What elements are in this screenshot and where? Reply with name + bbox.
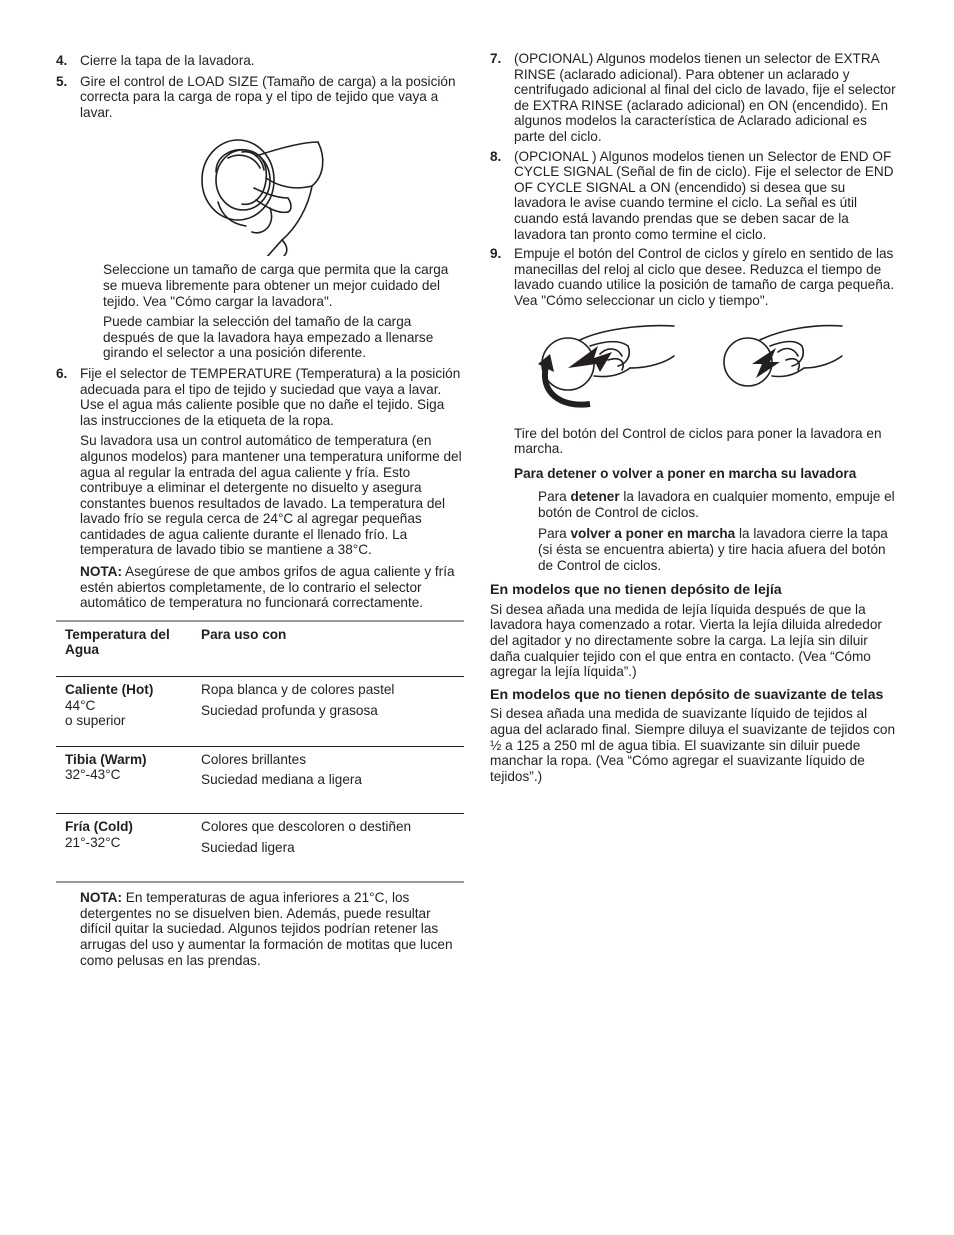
table-bottom-rule	[56, 882, 464, 883]
stop-pre: Para	[538, 489, 571, 505]
temperature-name: Caliente (Hot)	[65, 682, 154, 698]
table-cell-temperature	[56, 746, 201, 813]
restart-paragraph	[490, 526, 898, 573]
temperature-range: 32°-43°C	[65, 767, 121, 783]
step-number: 7.	[490, 51, 502, 66]
bleach-text: Si desea añada una medida de lejía líquida después de que la lavadora haya comenzado a rotar. Vierta la lejía diluida alrededor del agitador y no directamente sobre la carga. La lejía sin diluir daña cualquier tejido con el que entra en contacto. (Vea “Cómo agregar la lejía líquida”.)	[490, 601, 882, 680]
use-item: Suciedad mediana a ligera	[201, 772, 362, 788]
table-row-cold	[56, 814, 464, 883]
load-size-info	[56, 262, 464, 361]
temperature-control-paragraph: Su lavadora usa un control automático de temperatura (en algunos modelos) para mantener una temperatura uniforme del agua al regular la entrada del agua caliente y fría. Esto contribuye a eliminar el detergente no disuelto y asegura constantes buenos resultados de lavado. La temperatura del lavado frío se regula cerca de 24°C al agregar pequeñas cantidades de agua caliente durante el llenado frío. La temperatura de lavado tibio se mantiene a 38°C.	[80, 433, 462, 558]
stop-restart-heading: Para detener o volver a poner en marcha su lavadora	[514, 465, 857, 481]
table-header-use: Para uso con	[201, 626, 287, 642]
stop-bold: detener	[570, 489, 620, 505]
table-header-temperature: Temperatura del Agua	[65, 626, 170, 658]
restart-pre: Para	[538, 526, 571, 542]
temperature-range: 21°-32°C	[65, 834, 121, 850]
restart-bold: volver a poner en marcha	[570, 526, 736, 542]
pull-arrow-icon	[752, 348, 780, 378]
step-number: 8.	[490, 148, 502, 164]
softener-text: Si desea añada una medida de suavizante líquido de tejidos al agua del aclarado final. Siempre diluya el suavizante de tejidos con ½ a 125 a 250 ml de agua tibia. El suavizante sin diluir puede manchar la ropa. (Vea “Cómo agregar el suavizante líquido de tejidos”.)	[490, 706, 896, 784]
stop-paragraph	[490, 489, 898, 520]
table-cell-uses	[201, 814, 464, 883]
load-size-paragraph-1: Seleccione un tamaño de carga que permita que la carga se mueva libremente para obtener un mejor cuidado del tejido. Vea "Cómo cargar la lavadora".	[103, 262, 449, 309]
softener-heading: En modelos que no tienen depósito de suavizante de telas	[490, 686, 884, 703]
temperature-range-extra: o superior	[65, 713, 126, 729]
step-number: 9.	[490, 246, 502, 262]
table-header-row	[56, 621, 464, 677]
right-column	[490, 51, 898, 784]
step-number: 4.	[56, 53, 68, 68]
load-size-paragraph-2: Puede cambiar la selección del tamaño de la carga después de que la lavadora haya empezado a llenarse girando el selector a una posición diferente.	[103, 314, 434, 361]
step-text: (OPCIONAL) Algunos modelos tienen un selector de EXTRA RINSE (aclarado adicional). Para obtener un aclarado y centrifugado adicional al final del ciclo de lavado, fije el selector de EXTRA RINSE (aclarado adicional) en ON (encendido). En algunos modelos la característica de Aclarado adicional es parte del ciclo.	[514, 51, 896, 144]
table-row-hot	[56, 677, 464, 747]
low-temperature-note	[56, 890, 464, 968]
table-cell-temperature	[56, 677, 201, 747]
step-text: Cierre la tapa de la lavadora.	[80, 53, 255, 68]
step-number: 5.	[56, 73, 68, 89]
use-item: Suciedad ligera	[201, 839, 295, 855]
table-cell-temperature	[56, 814, 201, 883]
temperature-range: 44°C	[65, 697, 96, 713]
note-label: NOTA:	[80, 564, 123, 580]
step-text: Gire el control de LOAD SIZE (Tamaño de carga) a la posición correcta para la carga de ropa y el tipo de tejido que vaya a lavar.	[80, 73, 456, 120]
left-column	[56, 51, 464, 968]
note-text: Asegúrese de que ambos grifos de agua caliente y fría estén abiertos completamente, de lo contrario el selector automático de temperatura no funcionará correctamente.	[80, 564, 455, 611]
cycle-control-illustration	[490, 316, 898, 420]
push-and-turn-knob-icon	[490, 316, 898, 420]
step-text: Empuje el botón del Control de ciclos y gírelo en sentido de las manecillas del reloj al ciclo que desee. Reduzca el tiempo de lavado cuando utilice la posición de tamaño de carga pequeña. Vea "Cómo seleccionar un ciclo y tiempo".	[514, 246, 895, 308]
step-number: 6.	[56, 365, 68, 381]
step-6	[56, 366, 464, 611]
table-row-warm	[56, 746, 464, 813]
bleach-heading: En modelos que no tienen depósito de lejía	[490, 582, 782, 599]
temperature-name: Fría (Cold)	[65, 819, 133, 834]
step-4	[56, 53, 464, 69]
load-size-dial-illustration	[56, 128, 464, 256]
temperature-name: Tibia (Warm)	[65, 751, 147, 767]
use-item: Suciedad profunda y grasosa	[201, 702, 378, 718]
hand-turning-knob-icon	[56, 128, 464, 256]
step-5	[56, 74, 464, 121]
use-item: Colores brillantes	[201, 751, 307, 767]
step-text: (OPCIONAL ) Algunos modelos tienen un Selector de END OF CYCLE SIGNAL (Señal de fin de ciclo). Fije el selector de END OF CYCLE SIGNAL a ON (encendido) si desea que su lavadora le avise cuando termine el ciclo. La señal es útil cuando está lavando prendas que se deben sacar de la lavadora tan pronto como termine el ciclo.	[514, 148, 894, 242]
step-text: Fije el selector de TEMPERATURE (Temperatura) a la posición adecuada para el tipo de tejido y suciedad que vaya a lavar. Use el agua más caliente posible que no dañe el tejido. Siga las instrucciones de la etiqueta de la ropa.	[80, 365, 461, 428]
note-label: NOTA:	[80, 890, 123, 906]
temperature-note	[80, 564, 464, 611]
table-cell-uses	[201, 746, 464, 813]
use-item: Colores que descoloren o destiñen	[201, 819, 412, 834]
use-item: Ropa blanca y de colores pastel	[201, 682, 395, 698]
note-text: En temperaturas de agua inferiores a 21°C, los detergentes no se disuelven bien. Además, puede resultar difícil quitar la suciedad. Algunos tejidos podrían retener las arrugas del uso y aumentar la formación de motitas que lucen como pelusas en las prendas.	[80, 890, 453, 968]
table-cell-uses	[201, 677, 464, 747]
step-7	[490, 51, 898, 145]
start-instruction: Tire del botón del Control de ciclos para poner la lavadora en marcha.	[514, 425, 882, 457]
stop-post: la lavadora en cualquier momento, empuje el botón de Control de ciclos.	[538, 489, 895, 520]
restart-post: la lavadora cierre la tapa (si ésta se encuentra abierta) y tire hacia afuera del botón de Control de ciclos.	[538, 526, 888, 573]
step-9	[490, 246, 898, 308]
water-temperature-table	[56, 620, 464, 883]
step-8	[490, 149, 898, 243]
